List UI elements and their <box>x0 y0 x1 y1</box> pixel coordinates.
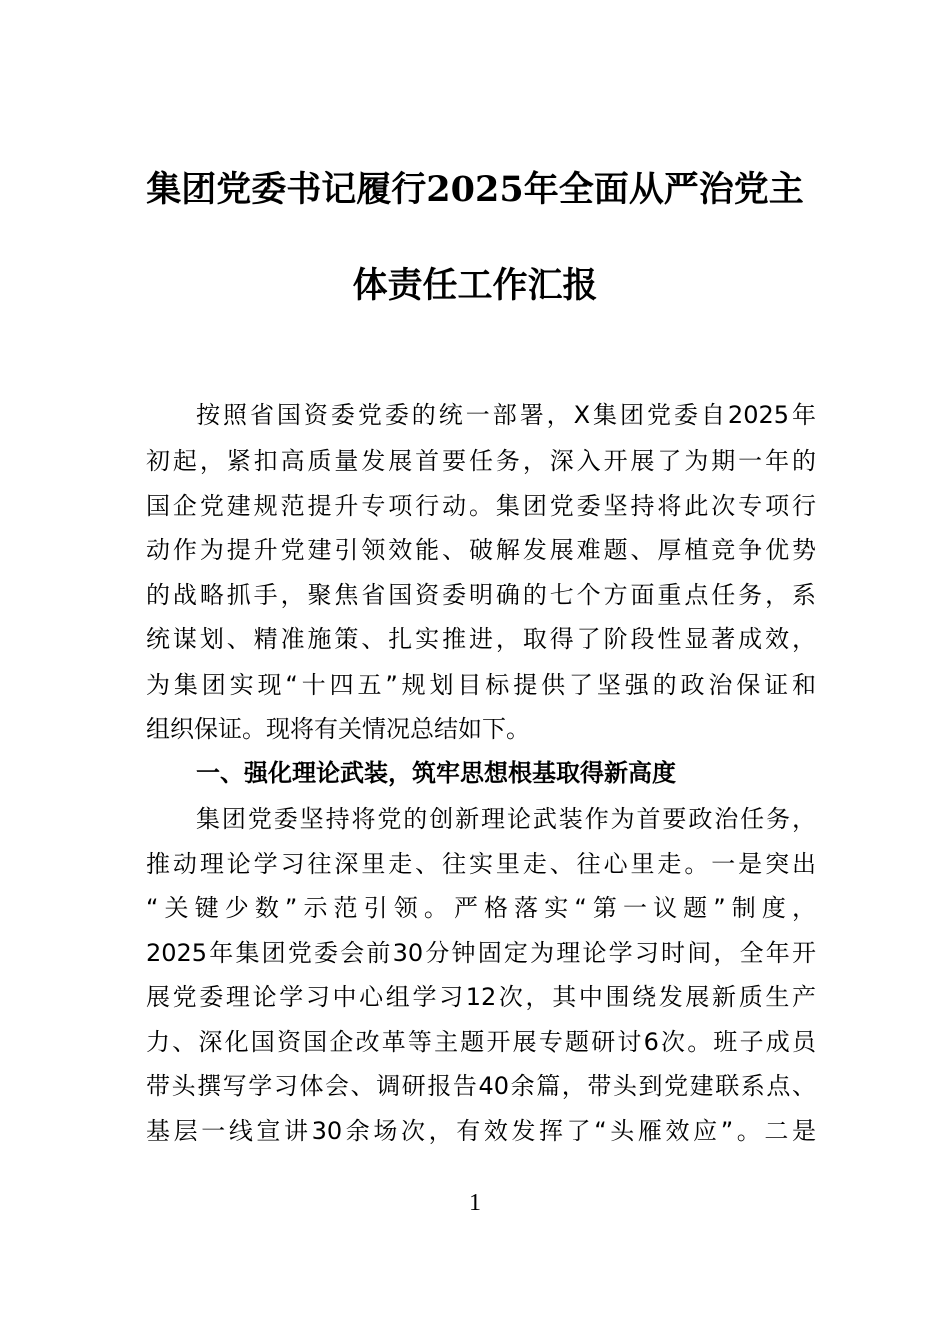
paragraph-line: 初起，紧扣高质量发展首要任务，深入开展了为期一年的 <box>146 447 816 475</box>
paragraph-line: 带头撰写学习体会、调研报告40余篇，带头到党建联系点、 <box>146 1072 816 1100</box>
paragraph-line: 国企党建规范提升专项行动。集团党委坚持将此次专项行 <box>146 492 816 520</box>
document-title-line-1: 集团党委书记履行2025年全面从严治党主 <box>146 169 804 210</box>
paragraph-line: 力、深化国资国企改革等主题开展专题研讨6次。班子成员 <box>146 1028 816 1056</box>
paragraph-line: 集团党委坚持将党的创新理论武装作为首要政治任务， <box>196 805 816 833</box>
paragraph-line: 为集团实现“十四五”规划目标提供了坚强的政治保证和 <box>146 671 816 699</box>
document-title-line-2: 体责任工作汇报 <box>352 265 598 306</box>
paragraph-line: 的战略抓手，聚焦省国资委明确的七个方面重点任务，系 <box>146 581 816 609</box>
page-number: 1 <box>469 1190 481 1216</box>
paragraph-line: 组织保证。现将有关情况总结如下。 <box>146 715 530 743</box>
paragraph-line: 推动理论学习往深里走、往实里走、往心里走。一是突出 <box>146 850 816 878</box>
paragraph-line: “关键少数”示范引领。严格落实“第一议题”制度， <box>146 894 816 922</box>
paragraph-line: 展党委理论学习中心组学习12次，其中围绕发展新质生产 <box>146 983 816 1011</box>
paragraph-line: 按照省国资委党委的统一部署，X集团党委自2025年 <box>196 401 816 429</box>
paragraph-line: 基层一线宣讲30余场次，有效发挥了“头雁效应”。二是 <box>146 1117 816 1145</box>
paragraph-line: 2025年集团党委会前30分钟固定为理论学习时间，全年开 <box>146 939 816 967</box>
section-heading: 一、强化理论武装，筑牢思想根基取得新高度 <box>196 759 676 787</box>
paragraph-line: 统谋划、精准施策、扎实推进，取得了阶段性显著成效， <box>146 625 816 653</box>
paragraph-line: 动作为提升党建引领效能、破解发展难题、厚植竞争优势 <box>146 536 816 564</box>
